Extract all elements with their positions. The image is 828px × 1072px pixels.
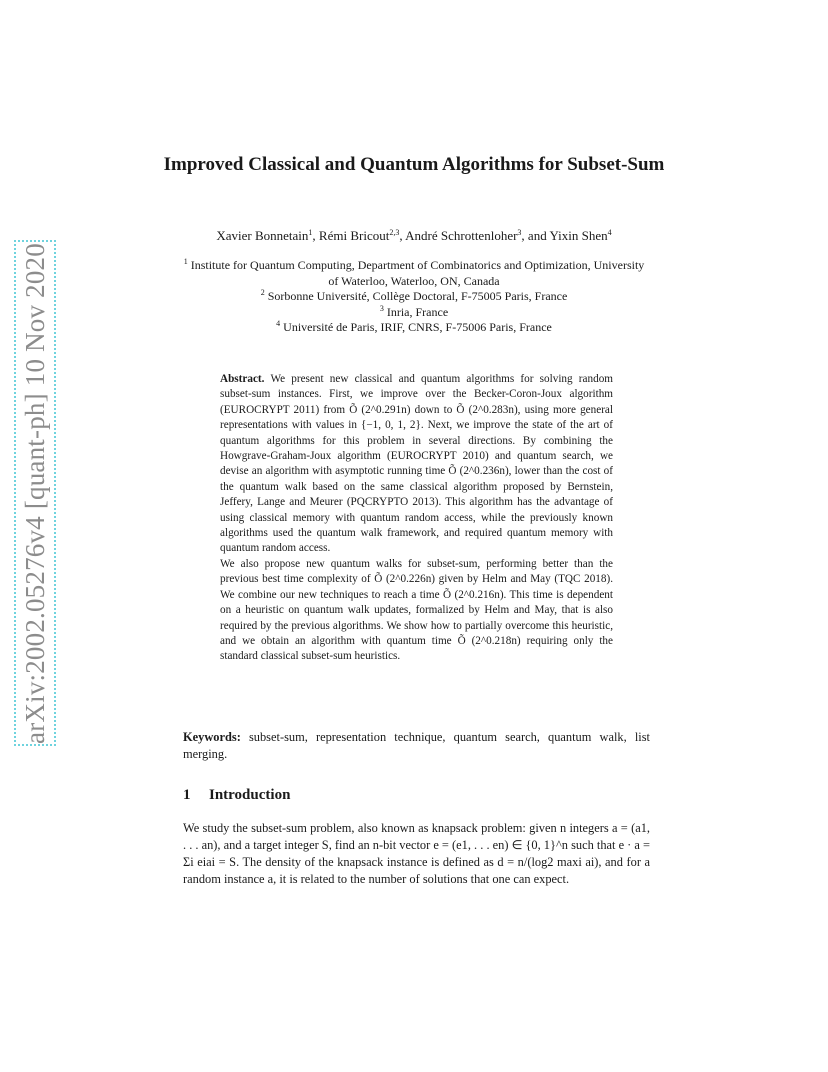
section-heading bbox=[183, 787, 290, 804]
keywords-text: subset-sum, representation technique, quantum search, quantum walk, list merging. bbox=[183, 730, 650, 761]
affiliation-item: $^2$ Sorbonne Université, Collège Doctoral, F-75005 Paris, France bbox=[260, 288, 568, 303]
section-number: 1 bbox=[183, 787, 191, 803]
author-affiliation-mark: 2,3 bbox=[389, 228, 400, 237]
author-name: Rémi Bricout bbox=[318, 228, 390, 243]
affiliation-list bbox=[180, 258, 648, 336]
intro-paragraph: We study the subset-sum problem, also known as knapsack problem: given n integers a = (a1, . . . an), and a target integer S, find an n-bit vector e = (e1, . . . en) ∈ {0, 1}^n such that e · a = Σi eiai = S. The density of the knapsack instance is defined as d = n/(log2 maxi ai), and for a random instance a, it is related to the number of solutions that one can expect. bbox=[183, 821, 650, 886]
keywords bbox=[183, 729, 650, 763]
affiliation-item: $^4$ Université de Paris, IRIF, CNRS, F-75006 Paris, France bbox=[276, 319, 552, 334]
section-title: Introduction bbox=[209, 787, 291, 803]
affiliation-item: $^1$ Institute for Quantum Computing, Department of Combinatorics and Optimization, University of Waterloo, Waterloo, ON, Canada bbox=[183, 257, 645, 288]
author-name: Xavier Bonnetain bbox=[216, 228, 309, 243]
author-name: André Schrottenloher bbox=[405, 228, 518, 243]
author-affiliation-mark: 1 bbox=[308, 228, 313, 237]
abstract bbox=[220, 372, 613, 665]
keywords-label: Keywords: bbox=[183, 730, 241, 744]
paper-title: Improved Classical and Quantum Algorithms for Subset-Sum bbox=[163, 154, 665, 175]
abstract-label: Abstract. bbox=[220, 373, 265, 385]
abstract-paragraph: Abstract. We present new classical and quantum algorithms for solving random subset-sum instances. First, we improve over the Becker-Coron-Joux algorithm (EUROCRYPT 2011) from Õ (2^0.291n) down to Õ (2^0.283n), using more general representations with values in {−1, 0, 1, 2}. Next, we improve the state of the art of quantum algorithms for this problem in several directions. By combining the Howgrave-Graham-Joux algorithm (EUROCRYPT 2010) and quantum search, we devise an algorithm with asymptotic running time Õ (2^0.236n), lower than the cost of the quantum walk based on the same classical algorithm proposed by Bernstein, Jeffery, Lange and Meurer (PQCRYPTO 2013). This algorithm has the advantage of using classical memory with quantum random access, while the previously known algorithms used the quantum walk framework, and required quantum memory with quantum random access. bbox=[220, 373, 613, 555]
author-list: Xavier Bonnetain$^1$, Rémi Bricout$^{2,3}$, André Schrottenloher$^3$, and Yixin Shen$^4$ bbox=[216, 228, 612, 243]
abstract-paragraph: We also propose new quantum walks for subset-sum, performing better than the previous best time complexity of Õ (2^0.226n) given by Helm and May (TQC 2018). We combine our new techniques to reach a time Õ (2^0.216n). This time is dependent on a heuristic on quantum walk updates, formalized by Helm and May, that is also required by the previous algorithms. We show how to partially overcome this heuristic, and we obtain an algorithm with quantum time Õ (2^0.218n) requiring only the standard classical subset-sum heuristics. bbox=[220, 557, 613, 663]
author-affiliation-mark: 3 bbox=[517, 228, 522, 237]
affiliation-item: $^3$ Inria, France bbox=[379, 303, 449, 319]
author-name: Yixin Shen bbox=[549, 228, 608, 243]
arxiv-identifier-text: arXiv:2002.05276v4 [quant-ph] 10 Nov 2020 bbox=[19, 242, 50, 744]
author-affiliation-mark: 4 bbox=[607, 228, 612, 237]
arxiv-identifier-stamp bbox=[14, 240, 56, 746]
